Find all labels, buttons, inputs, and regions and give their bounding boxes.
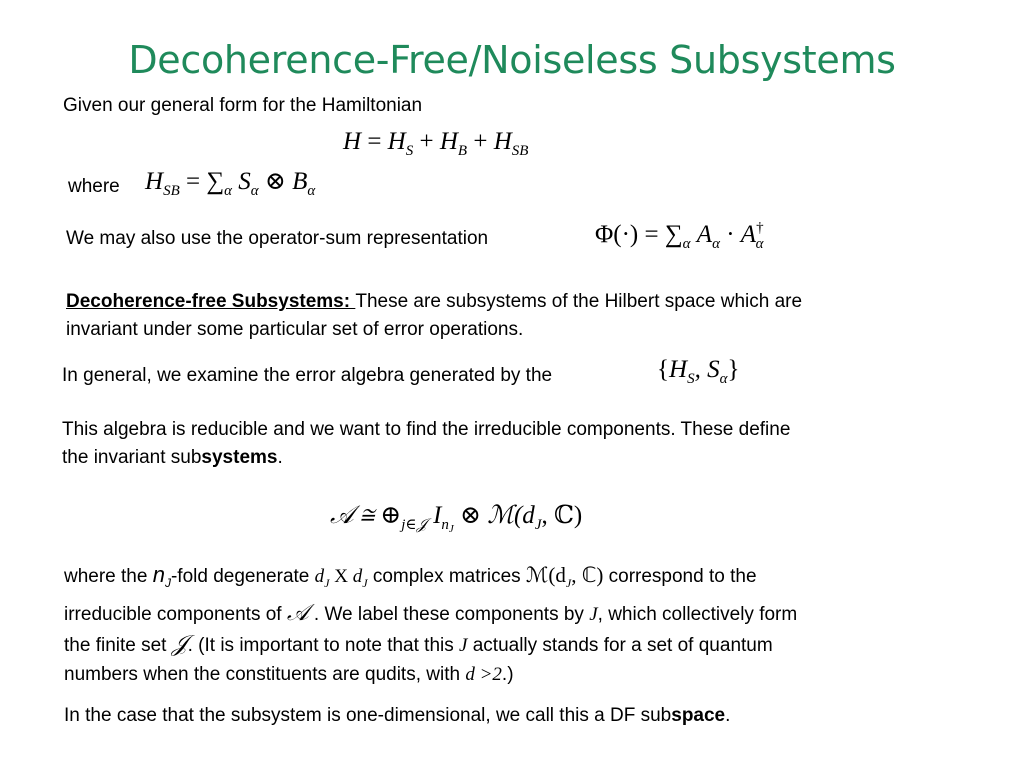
deg-j-2: J xyxy=(459,634,468,656)
dfs-line-1: These are subsystems of the Hilbert space which are xyxy=(355,291,803,312)
deg-dj-1: d xyxy=(314,566,325,587)
hsb-otimes: ⊗ xyxy=(258,168,293,195)
deg-l4-a: numbers when the constituents are qudits, with xyxy=(64,663,466,685)
deg-l4-b: .) xyxy=(501,663,514,685)
set-equation xyxy=(657,356,739,388)
phi-sub-alpha-2: α xyxy=(712,236,720,252)
eq-plus-2: + xyxy=(467,128,494,155)
hamiltonian-equation xyxy=(343,128,528,160)
hsb-b: B xyxy=(292,168,308,195)
deg-m-expr: ℳ(d xyxy=(525,563,566,587)
deg-l2-b: . We label these components by xyxy=(308,603,590,625)
decomp-a: 𝒜 ≅ ⊕ xyxy=(330,502,402,529)
where-label: where xyxy=(68,176,120,197)
deg-l1-a: where the xyxy=(64,566,153,587)
hsb-sub-alpha-2: α xyxy=(250,183,259,199)
deg-l1-c: complex matrices xyxy=(367,566,526,587)
deg-m-end: , ℂ) xyxy=(571,563,604,587)
hsb-h: H xyxy=(145,168,164,195)
set-sub-alpha: α xyxy=(719,371,728,387)
reducible-paragraph xyxy=(62,416,962,472)
decomp-sub-dj: J xyxy=(534,517,542,533)
deg-dj-2-sub: J xyxy=(362,575,368,590)
phi-dagger: † xyxy=(756,220,764,236)
one-dim-post: . xyxy=(725,705,731,726)
deg-nj: n xyxy=(152,562,165,587)
reducible-line-2-post: . xyxy=(277,447,283,468)
hsb-sub-alpha-1: α xyxy=(224,183,233,199)
reducible-line-1: This algebra is reducible and we want to find the irreducible components. These define xyxy=(62,419,791,440)
dfs-definition xyxy=(66,288,966,344)
deg-l2-c: , which collectively form xyxy=(597,603,798,625)
deg-j-1: J xyxy=(589,603,598,625)
eq-h-b: H xyxy=(439,128,458,155)
phi-sub-alpha-3: α xyxy=(755,236,764,252)
set-close: } xyxy=(727,356,740,383)
dfs-line-2: invariant under some particular set of error operations. xyxy=(66,319,524,340)
dfs-heading: Decoherence-free Subsystems: xyxy=(66,291,356,312)
one-dim-pre: In the case that the subsystem is one-dimensional, we call this a DF sub xyxy=(64,705,672,726)
phi-a: A xyxy=(690,221,713,248)
decomp-rest: ⊗ ℳ(d xyxy=(453,502,535,529)
eq-h-s: H xyxy=(387,128,406,155)
hsb-sub-sb: SB xyxy=(163,183,180,199)
degenerate-paragraph xyxy=(64,560,964,689)
deg-dj-2: d xyxy=(352,566,363,587)
deg-d: d xyxy=(465,663,475,685)
decomp-sub-j: j∈𝒥 xyxy=(401,517,427,533)
algebra-text: In general, we examine the error algebra generated by the xyxy=(62,365,553,386)
phi-lhs: Φ(·) = ∑ xyxy=(595,221,683,248)
hsb-s: S xyxy=(232,168,251,195)
phi-a-dagger: A xyxy=(740,221,757,248)
phi-equation xyxy=(595,220,763,253)
eq-h-lhs: H xyxy=(343,128,362,155)
set-open: { xyxy=(657,356,669,383)
reducible-line-2-pre: the invariant sub xyxy=(62,447,202,468)
decomp-sub-j2: J xyxy=(448,523,454,535)
deg-nj-sub: J xyxy=(164,575,171,590)
set-h: H xyxy=(669,356,688,383)
phi-dot: · xyxy=(719,221,741,248)
deg-l2-a: irreducible components of xyxy=(64,603,287,625)
decomp-end: , ℂ) xyxy=(541,502,583,529)
deg-dj-1-sub: J xyxy=(324,575,330,590)
set-sub-s: S xyxy=(687,371,695,387)
reducible-bold: systems xyxy=(201,447,278,468)
hsb-equation xyxy=(145,166,315,200)
deg-l3-b: . (It is important to note that this xyxy=(187,634,460,656)
deg-l3-c: actually stands for a set of quantum xyxy=(467,634,773,656)
deg-times: X xyxy=(329,566,353,587)
decomposition-equation xyxy=(330,500,582,535)
hsb-sub-alpha-3: α xyxy=(307,183,316,199)
deg-l1-d: correspond to the xyxy=(603,566,757,587)
hsb-eq-sum: = ∑ xyxy=(179,168,225,195)
deg-l1-b: -fold degenerate xyxy=(170,566,315,587)
eq-h-sb: H xyxy=(493,128,512,155)
eq-plus-1: + xyxy=(413,128,440,155)
deg-l3-a: the finite set xyxy=(64,634,172,656)
deg-cal-j: 𝒥 xyxy=(171,630,188,656)
eq-sub-sb: SB xyxy=(511,143,529,159)
slide-title: Decoherence-Free/Noiseless Subsystems xyxy=(128,38,896,82)
one-dim-text xyxy=(64,702,730,729)
operator-sum-text: We may also use the operator-sum representation xyxy=(66,228,489,249)
decomp-sub-n: n xyxy=(441,517,449,533)
phi-sub-alpha-1: α xyxy=(682,236,691,252)
one-dim-bold: space xyxy=(671,705,726,726)
decomp-i: I xyxy=(426,502,442,529)
eq-sub-s: S xyxy=(405,143,414,159)
set-s: , S xyxy=(694,356,720,383)
deg-m-sub: J xyxy=(565,575,572,590)
eq-equals: = xyxy=(361,128,388,155)
deg-gt-2: >2 xyxy=(474,663,502,685)
intro-text: Given our general form for the Hamiltonian xyxy=(63,95,423,116)
deg-a-symbol: 𝒜 xyxy=(286,599,309,625)
eq-sub-b: B xyxy=(457,143,468,159)
